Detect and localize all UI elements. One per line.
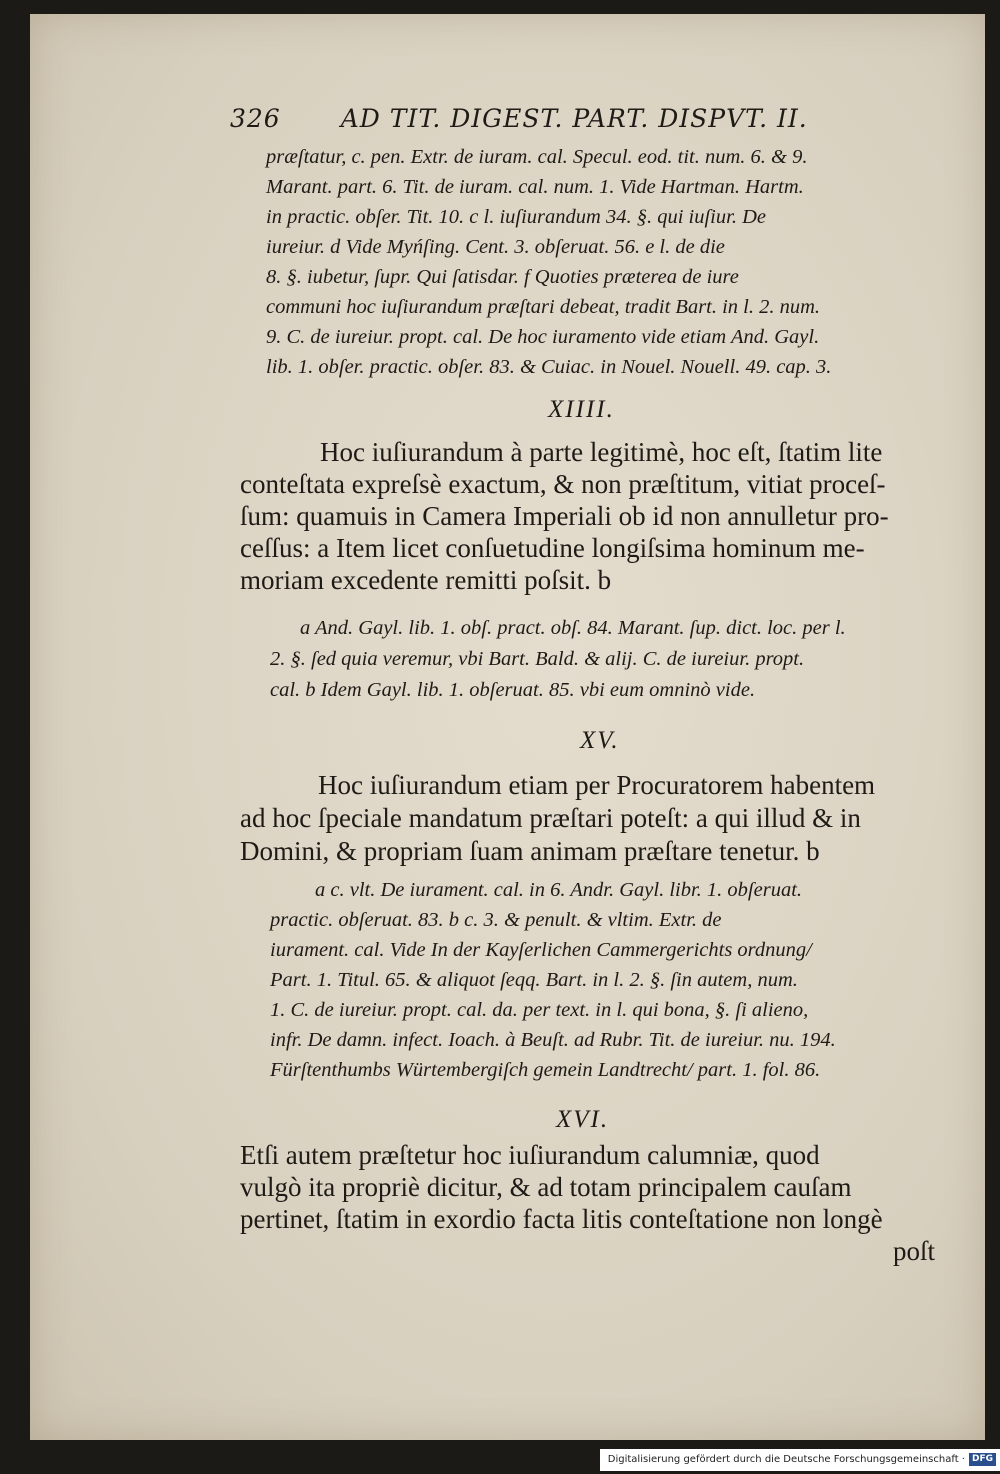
note-line: Part. 1. Titul. 65. & aliquot ſeqq. Bart. in l. 2. §. ſin autem, num. [270, 969, 798, 991]
body-line: pertinet, ſtatim in exordio facta litis conteſtatione non longè [240, 1204, 883, 1234]
page-number: 326 [230, 104, 281, 133]
note-line: infr. De damn. infect. Ioach. à Beuſt. ad Rubr. Tit. de iureiur. nu. 194. [270, 1029, 836, 1051]
note-line: lib. 1. obſer. practic. obſer. 83. & Cuiac. in Nouel. Nouell. 49. cap. 3. [266, 356, 832, 378]
catchword: poſt [893, 1236, 936, 1266]
body-line: Hoc iuſiurandum etiam per Procuratorem habentem [318, 770, 876, 800]
dfg-logo: DFG [969, 1453, 996, 1466]
note-line: Marant. part. 6. Tit. de iuram. cal. num. 1. Vide Hartman. Hartm. [266, 176, 804, 198]
body-line: conteſtata expreſsè exactum, & non præſtitum, vitiat proceſ- [240, 469, 886, 499]
note-line: præſtatur, c. pen. Extr. de iuram. cal. Specul. eod. tit. num. 6. & 9. [266, 146, 808, 168]
note-line: in practic. obſer. Tit. 10. c l. iuſiurandum 34. §. qui iuſiur. De [266, 206, 766, 228]
section-heading: XVI. [556, 1106, 610, 1133]
digitization-footer: Digitalisierung gefördert durch die Deutsche Forschungsgemeinschaft · DFG [600, 1449, 1000, 1471]
running-header [230, 104, 1000, 133]
footer-text: Digitalisierung gefördert durch die Deutsche Forschungsgemeinschaft [607, 1454, 959, 1465]
note-line: 1. C. de iureiur. propt. cal. da. per text. in l. qui bona, §. ſi alieno, [270, 999, 809, 1021]
note-line: cal. b Idem Gayl. lib. 1. obſeruat. 85. vbi eum omninò vide. [270, 679, 756, 701]
body-line: ceſſus: a Item licet conſuetudine longiſsima hominum me- [240, 533, 865, 563]
body-line: Etſi autem præſtetur hoc iuſiurandum calumniæ, quod [240, 1140, 820, 1170]
section-heading: XIIII. [548, 396, 615, 423]
section-heading: XV. [580, 727, 620, 754]
note-line: 9. C. de iureiur. propt. cal. De hoc iuramento vide etiam And. Gayl. [266, 326, 820, 348]
body-line: Hoc iuſiurandum à parte legitimè, hoc eſt, ſtatim lite [320, 437, 883, 467]
note-line: iureiur. d Vide Myńſing. Cent. 3. obſeruat. 56. e l. de die [266, 236, 725, 258]
body-line: moriam excedente remitti poſsit. b [240, 565, 612, 595]
body-line: ad hoc ſpeciale mandatum præſtari poteſt: a qui illud & in [240, 803, 861, 833]
note-line: communi hoc iuſiurandum præſtari debeat, tradit Bart. in l. 2. num. [266, 296, 821, 318]
note-line: iurament. cal. Vide In der Kayſerlichen Cammergerichts ordnung/ [270, 939, 812, 961]
note-line: a And. Gayl. lib. 1. obſ. pract. obſ. 84. Marant. ſup. dict. loc. per l. [300, 617, 846, 639]
running-title: AD TIT. DIGEST. PART. DISPVT. II. [340, 104, 808, 133]
note-line: 8. §. iubetur, ſupr. Qui ſatisdar. f Quoties præterea de iure [266, 266, 739, 288]
body-line: vulgò ita propriè dicitur, & ad totam principalem cauſam [240, 1172, 852, 1202]
body-line: Domini, & propriam ſuam animam præſtare tenetur. b [240, 836, 820, 866]
note-line: a c. vlt. De iurament. cal. in 6. Andr. Gayl. libr. 1. obſeruat. [315, 879, 803, 901]
note-line: practic. obſeruat. 83. b c. 3. & penult. & vltim. Extr. de [270, 909, 722, 931]
note-line: Fürſtenthumbs Würtembergiſch gemein Landtrecht/ part. 1. fol. 86. [270, 1059, 821, 1081]
note-line: 2. §. ſed quia veremur, vbi Bart. Bald. & alij. C. de iureiur. propt. [270, 648, 805, 670]
body-line: ſum: quamuis in Camera Imperiali ob id non annulletur pro- [240, 501, 889, 531]
